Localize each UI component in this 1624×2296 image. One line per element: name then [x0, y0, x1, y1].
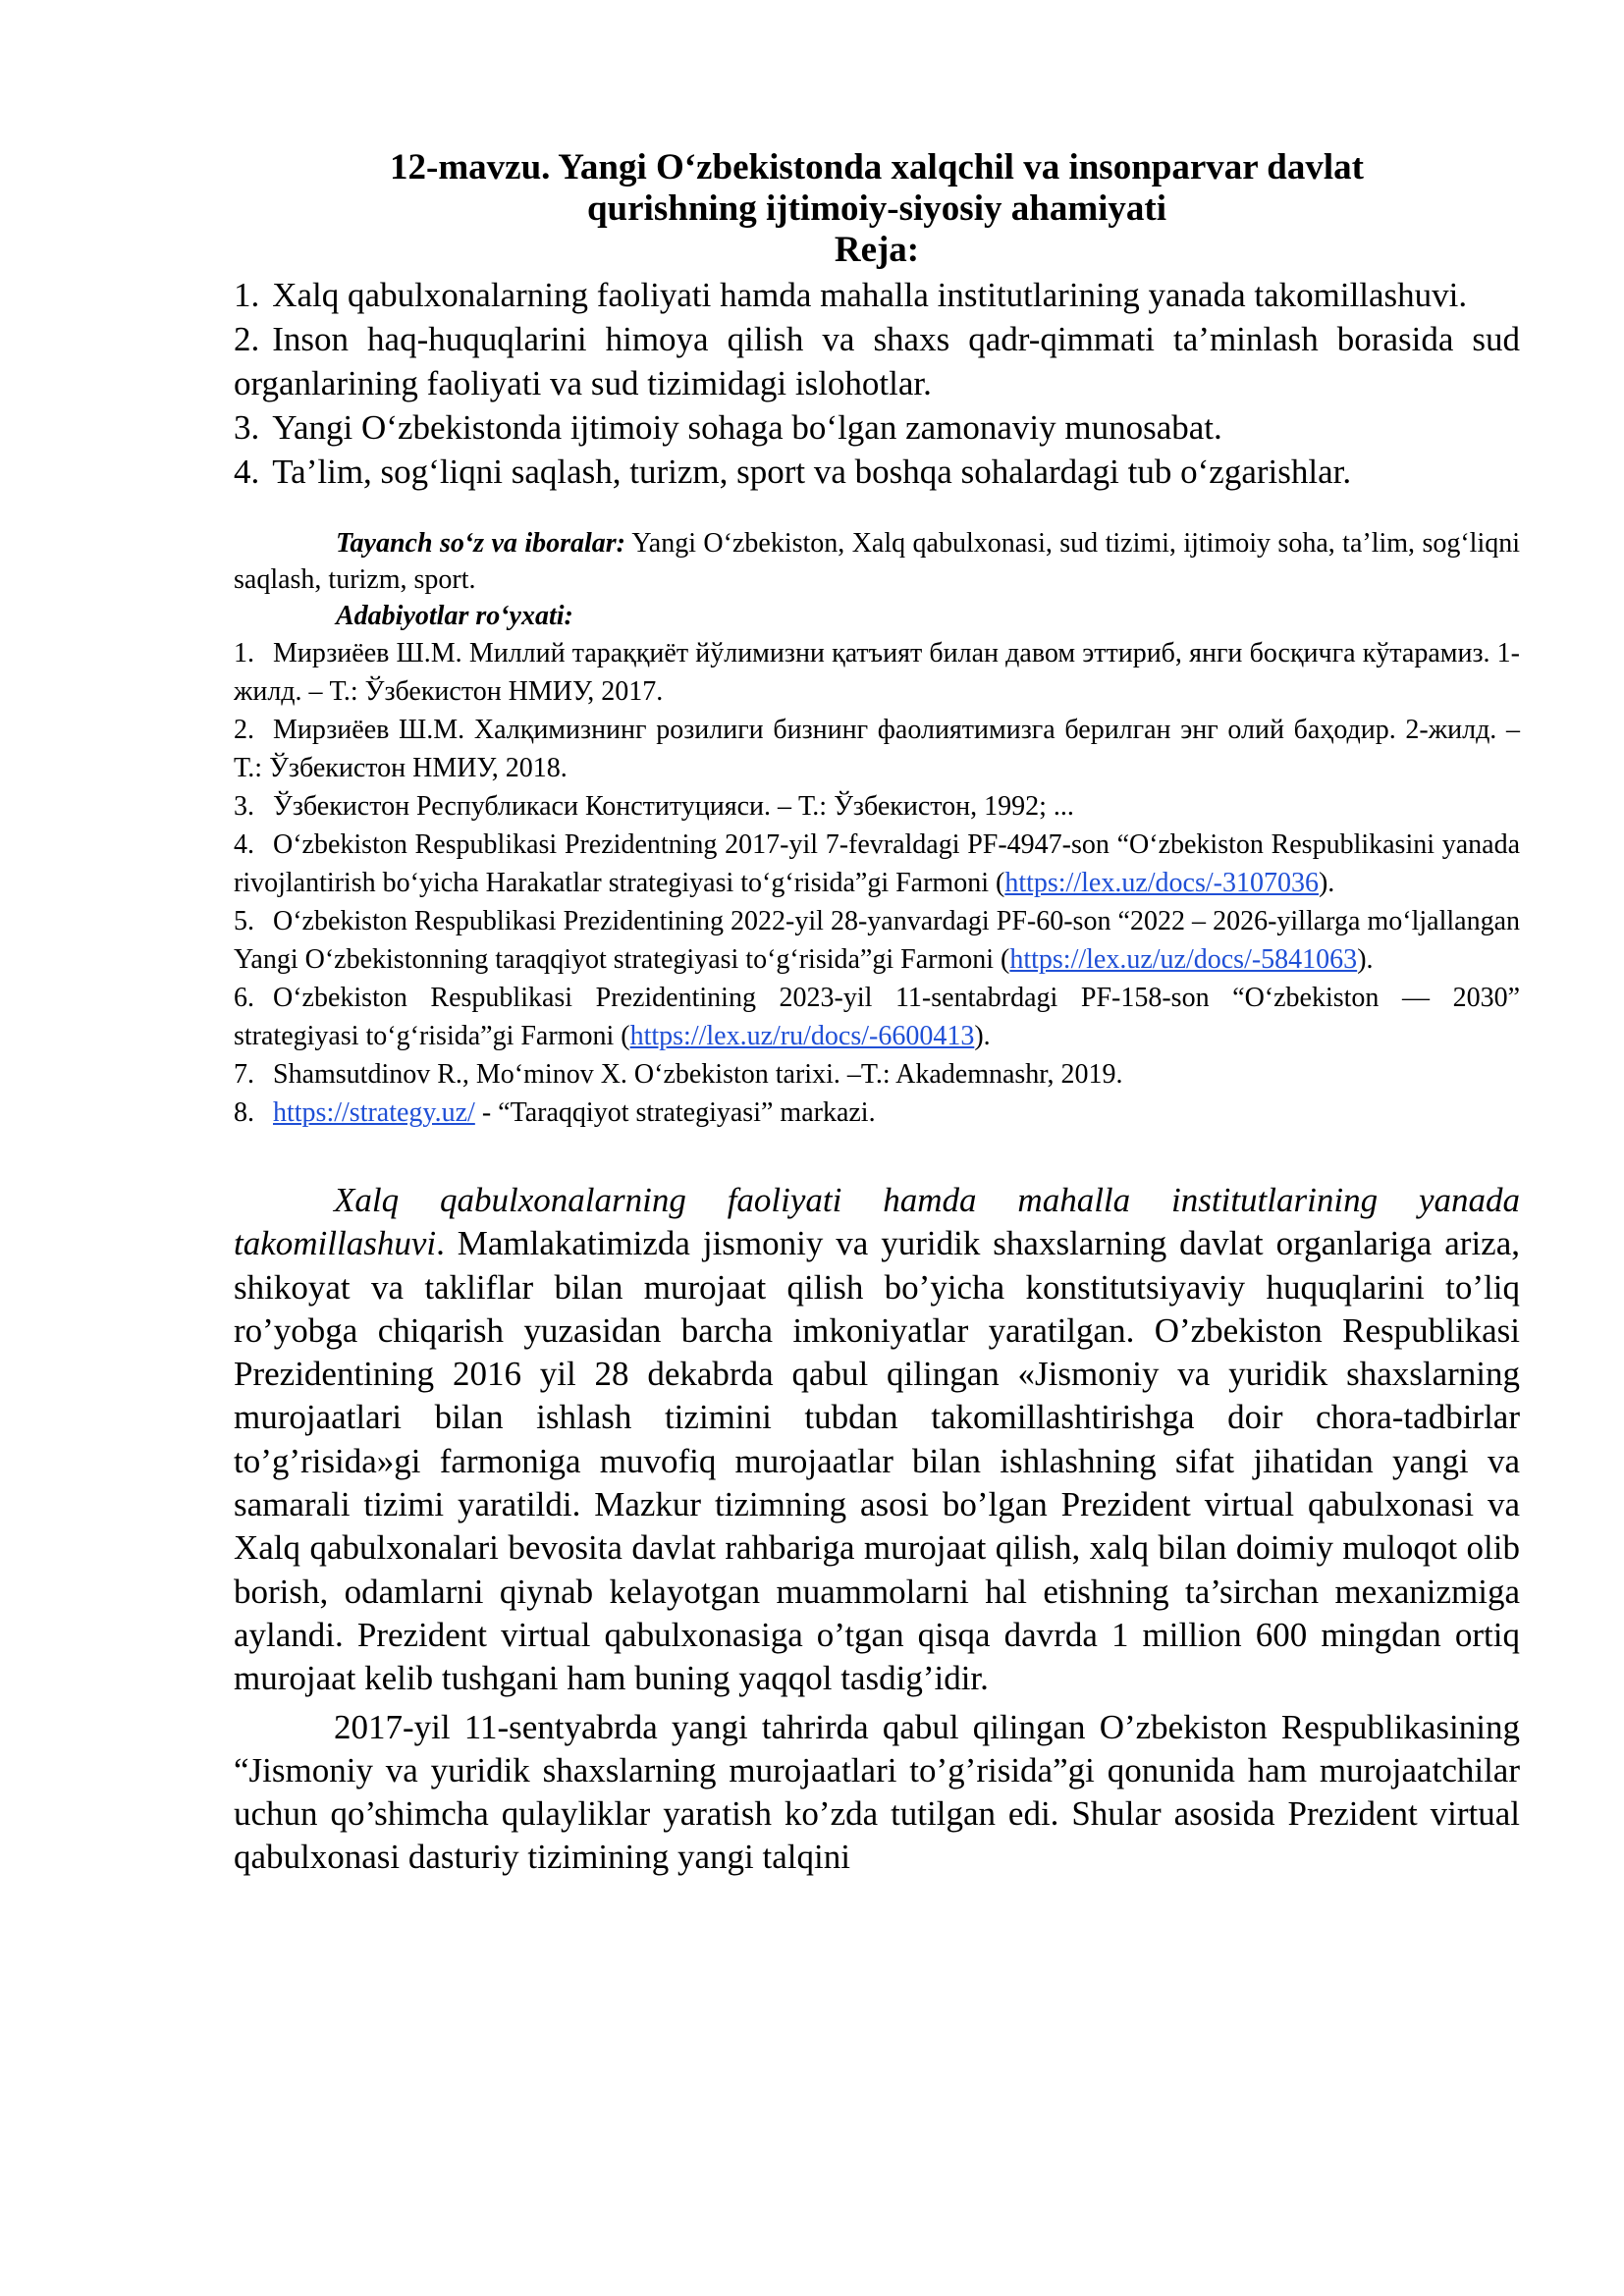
literature-item-text: O‘zbekiston Respublikasi Prezidentning 2017-yil 7-fevraldagi PF-4947-son “O‘zbekiston Respublikasini yanada rivojlantirish bo‘yicha Harakatlar strategiyasi to‘g‘risida”gi Farmoni ( [234, 829, 1520, 898]
literature-item-suffix: - “Taraqqiyot strategiyasi” markazi. [474, 1097, 876, 1128]
body-paragraph-text: . Mamlakatimizda jismoniy va yuridik shaxslarning davlat organlariga ariza, shikoyat va takliflar bilan murojaat qilish bo’yicha konstitutsiyaviy huquqlarini to’liq ro’yobga chiqarish yuzasidan barcha imkoniyatlar yaratilgan. O’zbekiston Respublikasi Prezidentining 2016 yil 28 dekabrda qabul qilingan «Jismoniy va yuridik shaxslarning murojaatlari bilan ishlash tizimini tubdan takomillashtirishga doir chora-tadbirlar to’g’risida»gi farmoniga muvofiq murojaatlar bilan ishlashning sifat jihatidan yangi va samarali tizimi yaratildi. Mazkur tizimning asosi bo’lgan Prezident virtual qabulxonasi va Xalq qabulxonalari bevosita davlat rahbariga murojaat qilish, xalq bilan doimiy muloqot olib borish, odamlarni qiynab kelayotgan muammolarni hal etishning ta’sirchan mexanizmiga aylandi. Prezident virtual qabulxonasiga o’tgan qisqa davrda 1 million 600 mingdan ortiq murojaat kelib tushgani ham buning yaqqol tasdig’idir. [234, 1224, 1520, 1698]
literature-item-text: O‘zbekiston Respublikasi Prezidentining 2023-yil 11-sentabrdagi PF-158-son “O‘zbekiston — 2030” strategiyasi to‘g‘risida”gi Farmoni ( [234, 983, 1520, 1051]
literature-item-text: Мирзиёев Ш.М. Миллий тараққиёт йўлимизни қатъият билан давом эттириб, янги босқичга кўтарамиз. 1-жилд. – Т.: Ўзбекистон НМИУ, 2017. [234, 638, 1520, 707]
literature-heading: Adabiyotlar ro‘yxati: [336, 601, 573, 631]
document-page [234, 147, 1520, 1880]
literature-item-suffix: ). [1357, 944, 1374, 975]
plan-item [234, 450, 1520, 494]
literature-item [234, 1094, 1520, 1132]
literature-item [234, 634, 1520, 711]
plan-item [234, 273, 1520, 317]
plan-item [234, 317, 1520, 405]
plan-item-number: 1. [234, 276, 260, 314]
plan-item-text: Ta’lim, sog‘liqni saqlash, turizm, sport va boshqa sohalardagi tub o‘zgarishlar. [272, 453, 1352, 491]
body-text [234, 1179, 1520, 1880]
title-line-2: qurishning ijtimoiy-siyosiy ahamiyati [586, 188, 1167, 229]
plan-item-text: Yangi O‘zbekistonda ijtimoiy sohaga bo‘lgan zamonaviy munosabat. [272, 408, 1222, 447]
plan-item-text: Xalq qabulxonalarning faoliyati hamda mahalla institutlarining yanada takomillashuvi. [272, 276, 1468, 314]
literature-item-text: O‘zbekiston Respublikasi Prezidentining 2022-yil 28-yanvardagi PF-60-son “2022 – 2026-yillarga mo‘ljallangan Yangi O‘zbekistonning taraqqiyot strategiyasi to‘g‘risida”gi Farmoni ( [234, 906, 1520, 975]
literature-item-number: 1. [234, 638, 254, 668]
literature-item-link[interactable]: https://lex.uz/uz/docs/-5841063 [1009, 944, 1358, 975]
keywords-text: Yangi O‘zbekiston, Xalq qabulxonasi, sud tizimi, ijtimoiy soha, ta’lim, sog‘liqni saqlash, turizm, sport. [234, 528, 1521, 595]
body-paragraph-2: 2017-yil 11-sentyabrda yangi tahrirda qabul qilingan O’zbekiston Respublikasining “Jismoniy va yuridik shaxslarning murojaatlari to’g’risida”gi qonunida ham murojaatchilar uchun qo’shimcha qulayliklar yaratish ko’zda tutilgan edi. Shular asosida Prezident virtual qabulxonasi dasturiy tizimining yangi talqini [234, 1707, 1520, 1877]
literature-item-link[interactable]: https://lex.uz/ru/docs/-6600413 [629, 1021, 975, 1051]
body-paragraph-italic-heading: Xalq qabulxonalarning faoliyati hamda mahalla institutlarining yanada takomillashuvi [234, 1181, 1520, 1263]
literature-item-text: Ўзбекистон Республикаси Конституцияси. – Т.: Ўзбекистон, 1992; ... [273, 791, 1074, 822]
literature-item-link[interactable]: https://lex.uz/docs/-3107036 [1004, 868, 1319, 898]
plan-item-number: 2. [234, 320, 260, 358]
literature-item [234, 787, 1520, 826]
literature-item-number: 8. [234, 1097, 254, 1128]
body-paragraph-1 [234, 1179, 1520, 1701]
literature-item [234, 902, 1520, 979]
plan-heading: Reja: [834, 230, 920, 270]
title-line-1: 12-mavzu. Yangi O‘zbekistonda xalqchil va insonparvar davlat [390, 147, 1364, 187]
literature-item-text: Мирзиёев Ш.М. Халқимизнинг розилиги бизнинг фаолиятимизга берилган энг олий баҳодир. 2-жилд. – Т.: Ўзбекистон НМИУ, 2018. [234, 715, 1520, 783]
literature-item-number: 4. [234, 829, 254, 860]
literature-list [234, 634, 1520, 1132]
literature-item [234, 826, 1520, 902]
literature-item-suffix: ). [1318, 868, 1335, 898]
keywords-paragraph [234, 525, 1520, 598]
document-title [234, 147, 1520, 271]
literature-item [234, 711, 1520, 787]
literature-item [234, 1055, 1520, 1094]
literature-item-text: Shamsutdinov R., Mo‘minov X. O‘zbekiston tarixi. –T.: Akademnashr, 2019. [273, 1059, 1123, 1090]
literature-item-number: 6. [234, 983, 254, 1013]
literature-item-number: 7. [234, 1059, 254, 1090]
plan-item-number: 3. [234, 408, 260, 447]
plan-item-text: Inson haq-huquqlarini himoya qilish va shaxs qadr-qimmati ta’minlash borasida sud organlarining faoliyati va sud tizimidagi islohotlar. [234, 320, 1520, 402]
literature-item-link[interactable]: https://strategy.uz/ [273, 1097, 475, 1128]
keywords-label: Tayanch so‘z va iboralar: [336, 528, 626, 559]
literature-item-number: 5. [234, 906, 254, 936]
literature-item-number: 3. [234, 791, 254, 822]
plan-item [234, 405, 1520, 450]
literature-item-suffix: ). [974, 1021, 991, 1051]
literature-item [234, 979, 1520, 1055]
literature-item-number: 2. [234, 715, 254, 745]
plan-item-number: 4. [234, 453, 260, 491]
plan-list [234, 273, 1520, 494]
